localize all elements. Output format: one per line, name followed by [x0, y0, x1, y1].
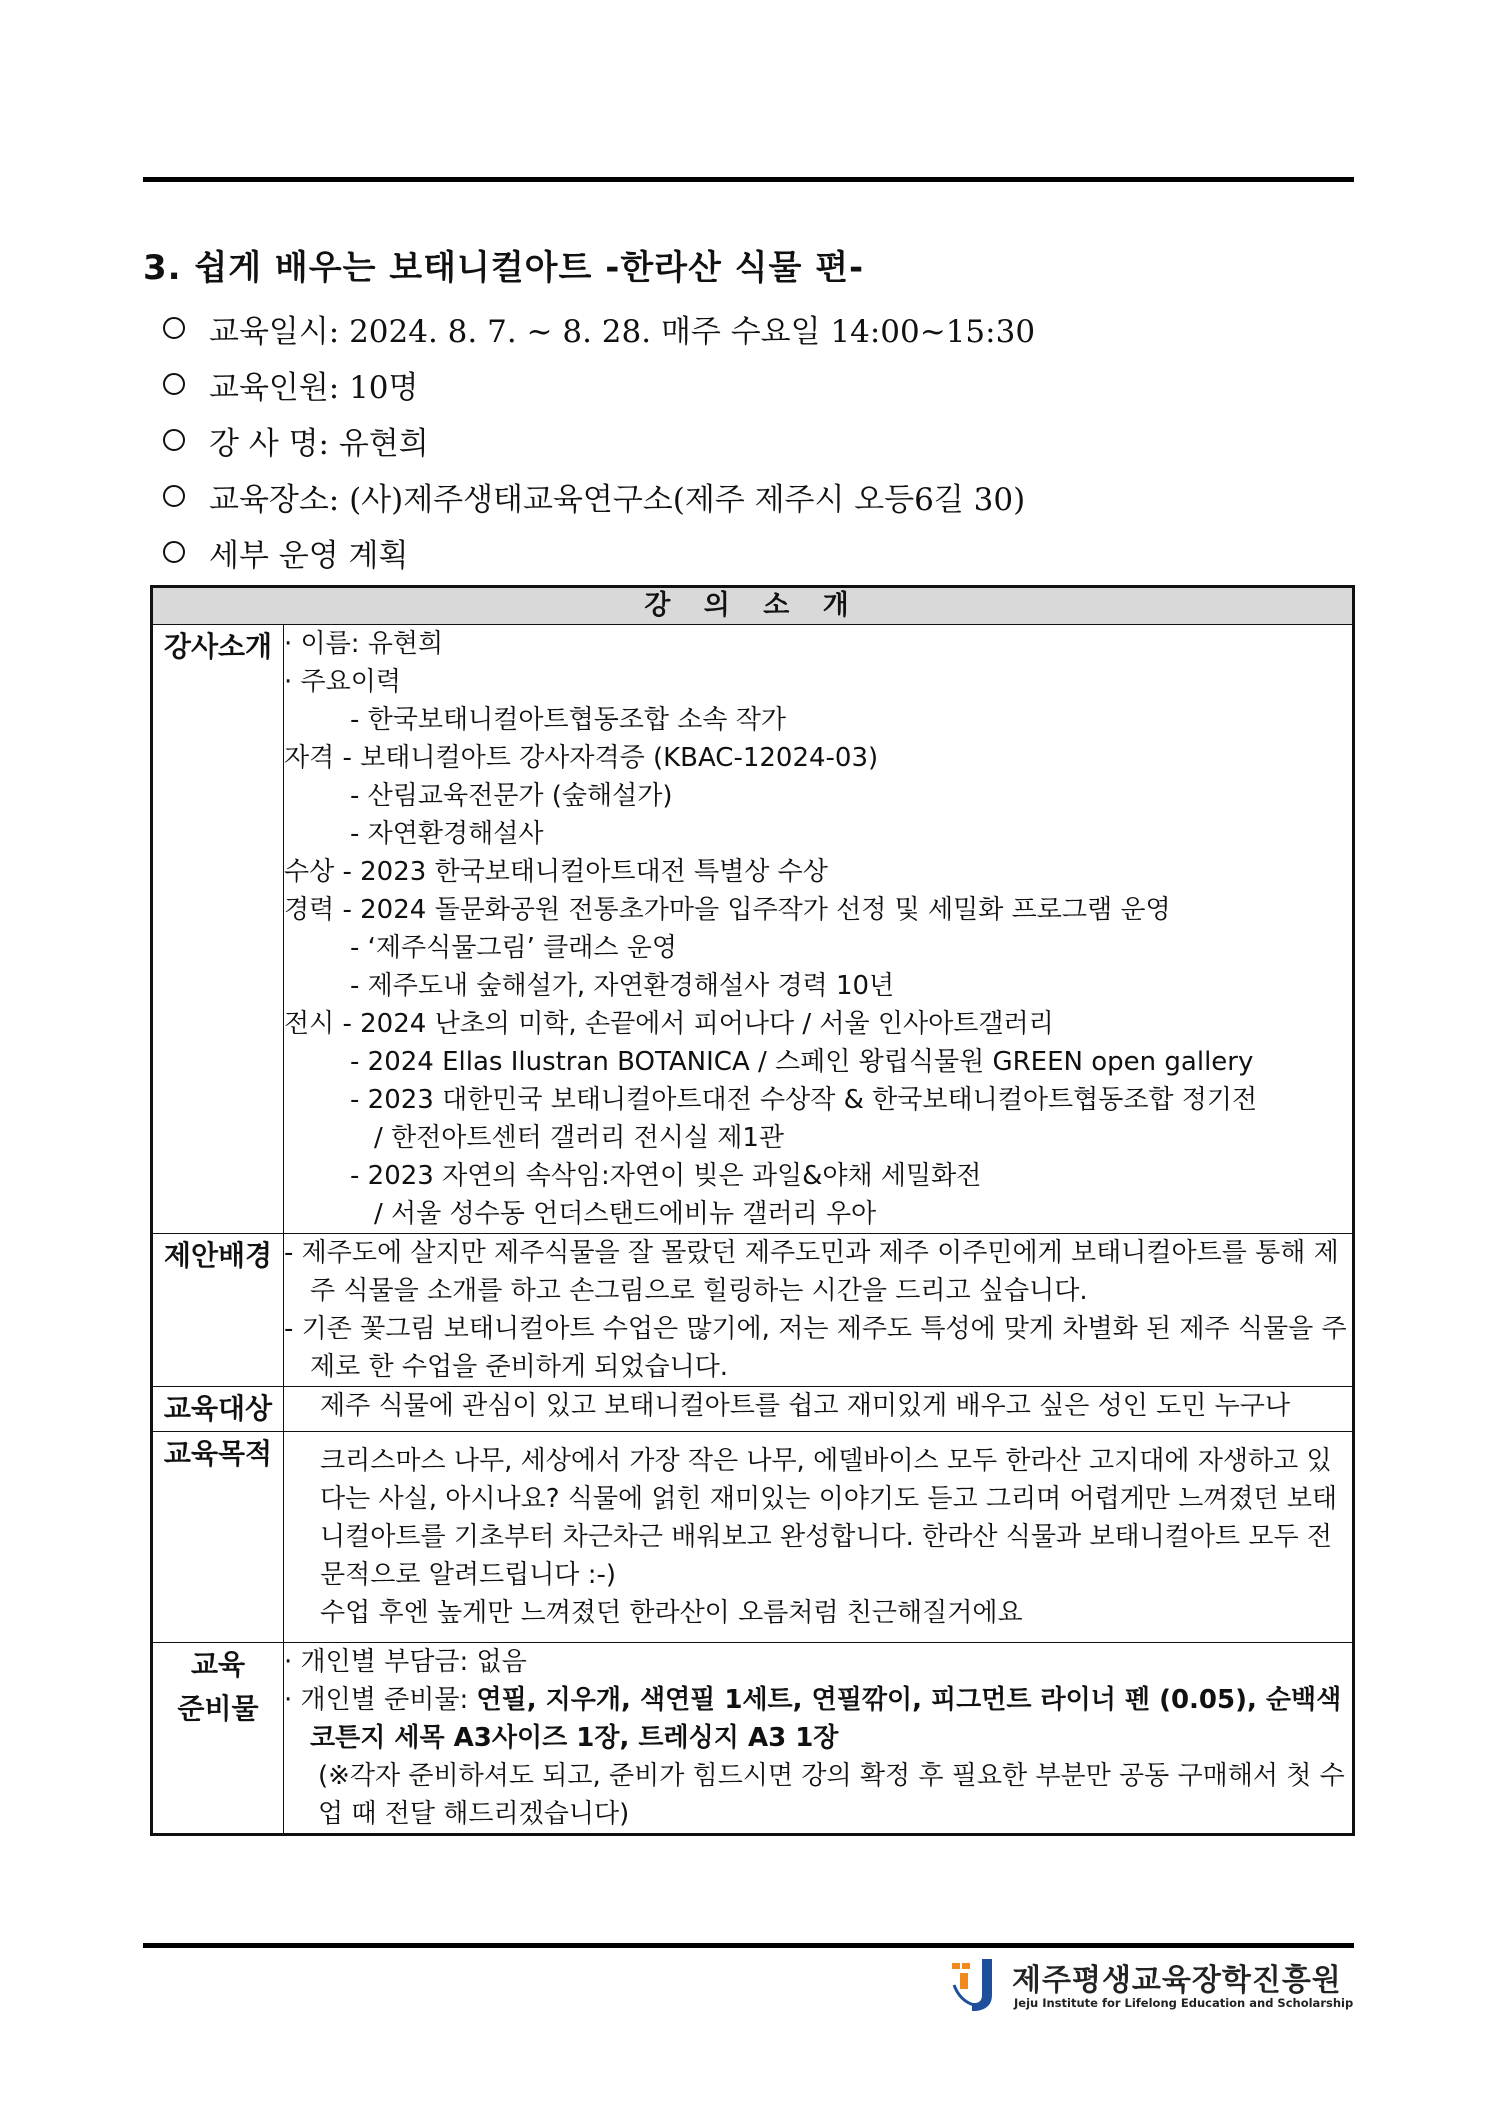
target-content	[284, 1387, 1354, 1432]
background-item: - 제주도에 살지만 제주식물을 잘 몰랐던 제주도민과 제주 이주민에게 보태니컬아트를 통해 제주 식물을 소개를 하고 손그림으로 힐링하는 시간을 드리고 싶습니다.	[284, 1238, 1339, 1306]
row-label-materials	[152, 1643, 284, 1835]
materials-fee: · 개인별 부담금: 없음	[284, 1647, 527, 1677]
instructor-line: 경력 - 2024 돌문화공원 전통초가마을 입주작가 선정 및 세밀화 프로그램 운영	[284, 895, 1171, 925]
circle-bullet-icon	[163, 373, 185, 395]
circle-bullet-icon	[163, 485, 185, 507]
lecture-intro-table	[150, 585, 1355, 1836]
info-item-date: 교육일시: 2024. 8. 7. ~ 8. 28. 매주 수요일 14:00~15:30	[163, 300, 1035, 356]
info-item-location: 교육장소: (사)제주생태교육연구소(제주 제주시 오등6길 30)	[163, 468, 1035, 524]
instructor-line: 전시 - 2024 난초의 미학, 손끝에서 피어나다 / 서울 인사아트갤러리	[284, 1009, 1054, 1039]
instructor-line: · 이름: 유현희	[284, 629, 444, 659]
target-text: 제주 식물에 관심이 있고 보태니컬아트를 쉽고 재미있게 배우고 싶은 성인 도민 누구나	[320, 1391, 1290, 1421]
goal-content	[284, 1432, 1354, 1643]
circle-bullet-icon	[163, 429, 185, 451]
materials-supplies-list: 연필, 지우개, 색연필 1세트, 연필깎이, 피그먼트 라이너 펜 (0.05), 순백색 코튼지 세목 A3사이즈 1장, 트레싱지 A3 1장	[310, 1685, 1342, 1753]
instructor-content	[284, 625, 1354, 1234]
row-label-goal: 교육목적	[152, 1432, 284, 1643]
materials-supplies-prefix: · 개인별 준비물:	[284, 1685, 477, 1715]
row-label-materials-line1: 교육	[190, 1648, 246, 1681]
materials-note: (※각자 준비하셔도 되고, 준비가 힘드시면 강의 확정 후 필요한 부분만 공동 구매해서 첫 수업 때 전달 해드리겠습니다)	[318, 1761, 1345, 1829]
info-list	[163, 300, 1035, 580]
instructor-line: 자격 - 보태니컬아트 강사자격증 (KBAC-12024-03)	[284, 743, 879, 773]
info-item-plan: 세부 운영 계획	[163, 524, 1035, 580]
instructor-line: / 서울 성수동 언더스탠드에비뉴 갤러리 우아	[374, 1199, 877, 1229]
goal-text-closing: 수업 후엔 높게만 느껴졌던 한라산이 오름처럼 친근해질거에요	[320, 1598, 1023, 1628]
materials-supplies	[284, 1681, 1352, 1757]
table-header: 강 의 소 개	[152, 587, 1354, 625]
instructor-line: - 산림교육전문가 (숲해설가)	[350, 781, 673, 811]
instructor-line: - 제주도내 숲해설가, 자연환경해설사 경력 10년	[350, 971, 895, 1001]
instructor-line: - 한국보태니컬아트협동조합 소속 작가	[350, 705, 787, 735]
top-rule	[143, 177, 1354, 182]
circle-bullet-icon	[163, 317, 185, 339]
row-label-background: 제안배경	[152, 1234, 284, 1387]
instructor-line: - 자연환경해설사	[350, 819, 544, 849]
org-name-en: Jeju Institute for Lifelong Education and Scholarship	[1014, 1996, 1354, 2010]
row-label-materials-line2: 준비물	[177, 1692, 259, 1725]
section-title: 3. 쉽게 배우는 보태니컬아트 -한라산 식물 편-	[143, 248, 865, 288]
background-item: - 기존 꽃그림 보태니컬아트 수업은 많기에, 저는 제주도 특성에 맞게 차별화 된 제주 식물을 주제로 한 수업을 준비하게 되었습니다.	[284, 1314, 1347, 1382]
materials-content	[284, 1643, 1354, 1835]
jeju-institute-logo-icon	[950, 1955, 1002, 2015]
table-row-background	[152, 1234, 1354, 1387]
instructor-line: 수상 - 2023 한국보태니컬아트대전 특별상 수상	[284, 857, 828, 887]
info-item-capacity: 교육인원: 10명	[163, 356, 1035, 412]
table-row-target	[152, 1387, 1354, 1432]
instructor-line: - 2023 자연의 속삭임:자연이 빚은 과일&야채 세밀화전	[350, 1161, 982, 1191]
org-name: 제주평생교육장학진흥원	[1012, 1963, 1342, 1998]
instructor-line: - 2023 대한민국 보태니컬아트대전 수상작 & 한국보태니컬아트협동조합 정기전	[350, 1085, 1258, 1115]
footer-logo	[950, 1955, 1355, 2015]
row-label-instructor: 강사소개	[152, 625, 284, 1234]
table-row-instructor	[152, 625, 1354, 1234]
instructor-line: · 주요이력	[284, 667, 401, 697]
bottom-rule	[143, 1943, 1354, 1948]
circle-bullet-icon	[163, 541, 185, 563]
goal-text: 크리스마스 나무, 세상에서 가장 작은 나무, 에델바이스 모두 한라산 고지대에 자생하고 있다는 사실, 아시나요? 식물에 얽힌 재미있는 이야기도 듣고 그리며 어렵게만 느껴졌던 보태니컬아트를 기초부터 차근차근 배워보고 완성합니다. 한라산 식물과 보태니컬아트 모두 전문적으로 알려드립니다 :-)	[320, 1446, 1338, 1590]
instructor-line: - ‘제주식물그림’ 클래스 운영	[350, 933, 677, 963]
row-label-target: 교육대상	[152, 1387, 284, 1432]
table-row-materials	[152, 1643, 1354, 1835]
background-content	[284, 1234, 1354, 1387]
instructor-line: - 2024 Ellas Ilustran BOTANICA / 스페인 왕립식물원 GREEN open gallery	[350, 1047, 1254, 1077]
table-row-goal	[152, 1432, 1354, 1643]
info-item-instructor: 강 사 명: 유현희	[163, 412, 1035, 468]
instructor-line: / 한전아트센터 갤러리 전시실 제1관	[374, 1123, 784, 1153]
